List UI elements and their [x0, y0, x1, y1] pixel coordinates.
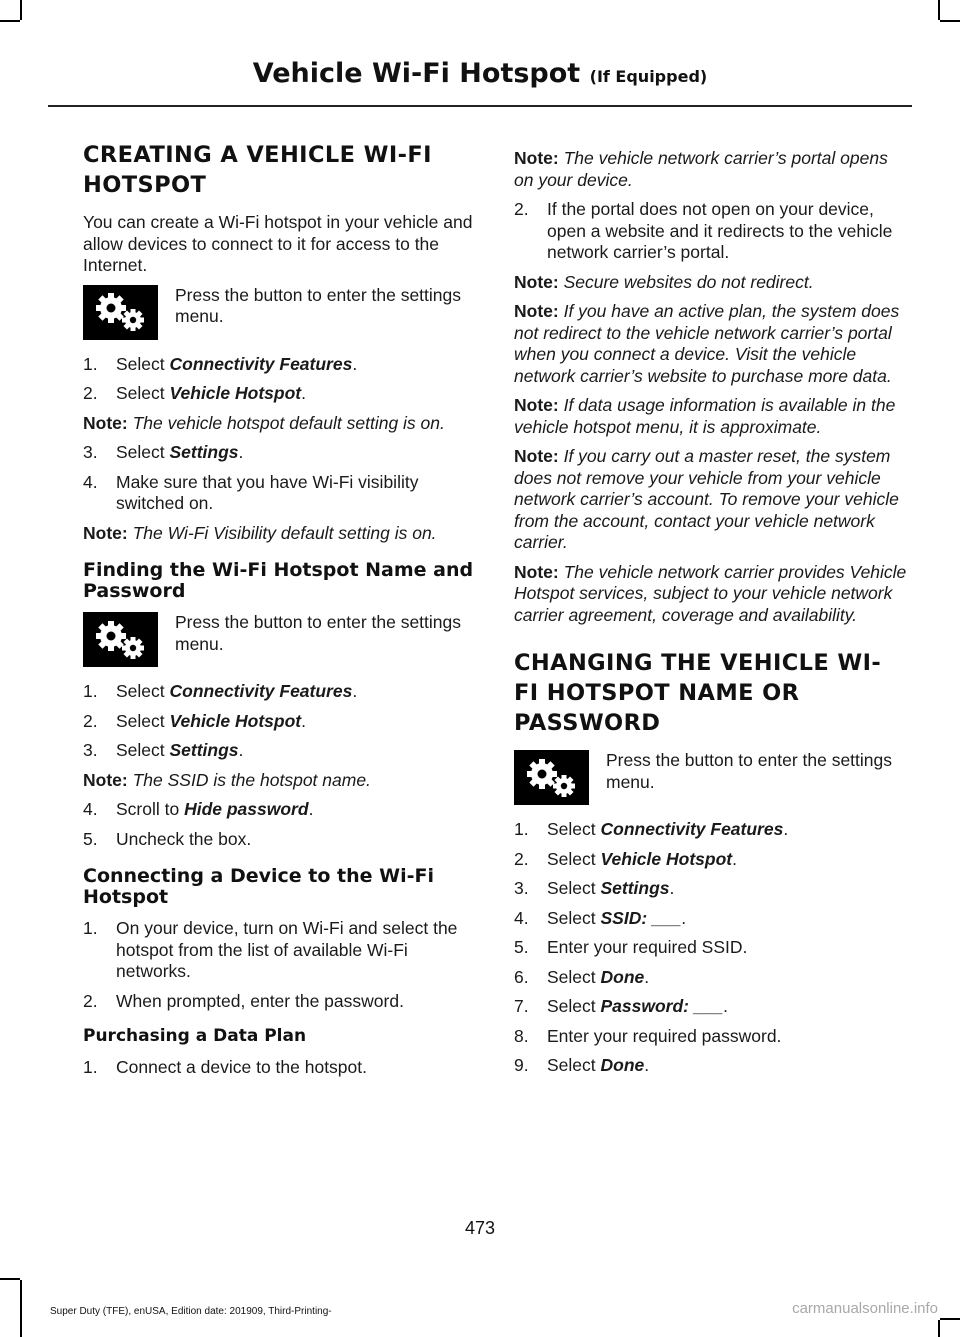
left-column	[83, 140, 478, 1087]
intro-paragraph: You can create a Wi-Fi hotspot in your vehicle and allow devices to connect to it for access to the Internet.	[83, 212, 473, 275]
crop-mark	[938, 1320, 940, 1337]
list-item: 2. Select Vehicle Hotspot.	[83, 383, 306, 403]
note: Note: If data usage information is available in the vehicle hotspot menu, it is approximate.	[514, 395, 896, 437]
list-item: 9. Select Done.	[514, 1055, 650, 1075]
steps-list	[514, 199, 909, 264]
note: Note: If you have an active plan, the system does not redirect to the vehicle network carrier’s portal when you connect a device. Visit the vehicle network carrier’s website to purchase more data.	[514, 301, 900, 386]
list-item: 2. When prompted, enter the password.	[83, 990, 404, 1011]
subheading-finding: Finding the Wi-Fi Hotspot Name and Password	[83, 559, 474, 602]
note: Note: The vehicle network carrier’s portal opens on your device.	[514, 148, 888, 190]
list-item: 3. Select Settings.	[514, 878, 675, 898]
header-title: Vehicle Wi-Fi Hotspot	[252, 58, 581, 89]
steps-list	[83, 1057, 478, 1079]
note: Note: The Wi-Fi Visibility default setting is on.	[83, 522, 437, 543]
steps-list	[83, 681, 478, 762]
settings-instruction-text: Press the button to enter the settings menu.	[175, 284, 462, 326]
crop-mark	[938, 0, 940, 20]
crop-mark	[0, 20, 20, 22]
list-item: 6. Select Done.	[514, 966, 650, 987]
settings-instruction	[83, 285, 478, 340]
note: Note: If you carry out a master reset, the system does not remove your vehicle from your vehicle network carrier’s account. To remove your vehicle from the account, contact your vehicle network carrier.	[514, 446, 899, 552]
section-heading-creating	[83, 140, 478, 200]
note: Note: The vehicle hotspot default setting is on.	[83, 412, 445, 433]
crop-mark	[0, 1278, 20, 1280]
list-item: 5. Uncheck the box.	[83, 828, 252, 849]
settings-instruction	[514, 750, 909, 805]
crop-mark	[940, 20, 960, 22]
heading-line: PASSWORD	[514, 710, 661, 736]
header-subtitle: (If Equipped)	[589, 67, 708, 86]
crop-mark	[20, 0, 22, 20]
crop-mark	[20, 1280, 22, 1337]
list-item: 5. Enter your required SSID.	[514, 937, 748, 957]
heading-line: HOTSPOT	[83, 172, 207, 198]
list-item: 1. Connect a device to the hotspot.	[83, 1057, 367, 1077]
steps-list	[83, 442, 478, 515]
edition-info: Super Duty (TFE), enUSA, Edition date: 201909, Third-Printing-	[50, 1306, 332, 1317]
note: Note: The vehicle network carrier provides Vehicle Hotspot services, subject to your vehicle network carrier agreement, coverage and availability.	[514, 561, 907, 625]
list-item: 7. Select Password: ___.	[514, 996, 728, 1016]
settings-instruction-text: Press the button to enter the settings menu.	[175, 612, 462, 654]
list-item: 1. Select Connectivity Features.	[514, 819, 789, 839]
list-item: 1. Select Connectivity Features.	[83, 353, 358, 374]
list-item: 3. Select Settings.	[83, 442, 244, 462]
subheading-connecting: Connecting a Device to the Wi-Fi Hotspot	[83, 865, 434, 908]
header-divider	[48, 105, 912, 107]
heading-line: FI HOTSPOT NAME OR	[514, 680, 800, 706]
settings-instruction	[83, 612, 478, 667]
list-item: 4. Scroll to Hide password.	[83, 799, 314, 819]
list-item: 2. Select Vehicle Hotspot.	[83, 710, 306, 731]
section-heading-changing	[514, 648, 909, 738]
subheading-purchasing: Purchasing a Data Plan	[83, 1026, 307, 1046]
gear-icon	[83, 612, 158, 667]
steps-list	[83, 918, 478, 1012]
settings-instruction-text: Press the button to enter the settings menu.	[606, 750, 893, 792]
list-item: 2. If the portal does not open on your device, open a website and it redirects to the vehicle network carrier’s portal.	[514, 199, 893, 262]
list-item: 4. Select SSID: ___.	[514, 907, 687, 928]
list-item: 3. Select Settings.	[83, 740, 244, 760]
list-item: 2. Select Vehicle Hotspot.	[514, 848, 737, 869]
list-item: 1. On your device, turn on Wi-Fi and select the hotspot from the list of available Wi-Fi networks.	[83, 918, 458, 981]
page-header	[0, 58, 960, 89]
right-column	[514, 140, 909, 1085]
heading-line: CHANGING THE VEHICLE WI-	[514, 650, 882, 676]
gear-icon	[83, 285, 158, 340]
list-item: 1. Select Connectivity Features.	[83, 681, 358, 701]
heading-line: CREATING A VEHICLE WI-FI	[83, 142, 432, 168]
gear-icon	[514, 750, 589, 805]
list-item: 4. Make sure that you have Wi-Fi visibility switched on.	[83, 471, 419, 513]
steps-list	[83, 354, 478, 405]
list-item: 8. Enter your required password.	[514, 1025, 782, 1046]
crop-mark	[940, 1318, 960, 1320]
note: Note: Secure websites do not redirect.	[514, 271, 814, 292]
watermark: carmanualsonline.info	[792, 1300, 938, 1317]
steps-list	[83, 799, 478, 850]
note: Note: The SSID is the hotspot name.	[83, 769, 371, 790]
steps-list	[514, 819, 909, 1077]
page-number: 473	[464, 1218, 496, 1238]
